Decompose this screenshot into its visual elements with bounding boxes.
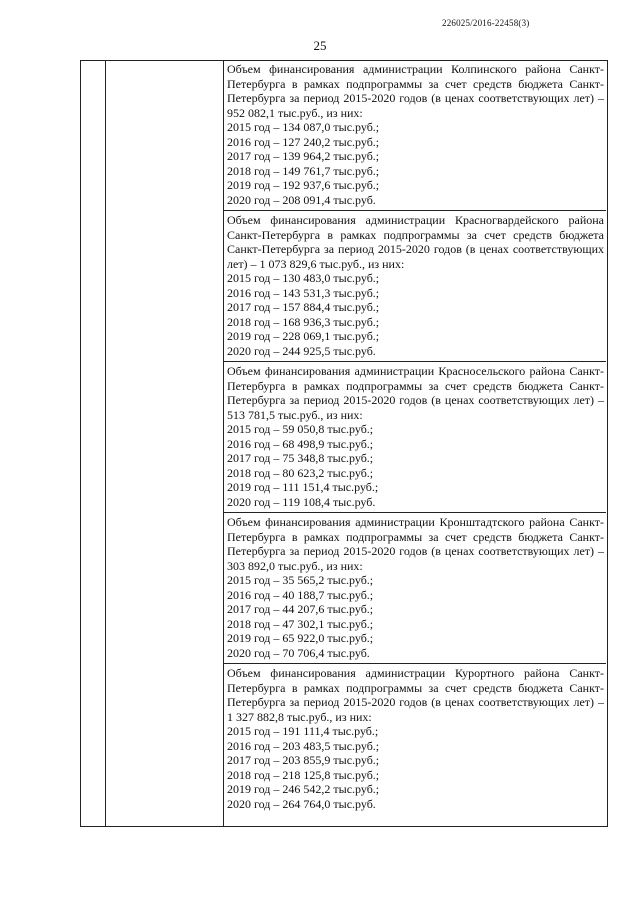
year-line: 2016 год – 127 240,2 тыс.руб.; (227, 134, 380, 149)
year-line: 2015 год – 35 565,2 тыс.руб.; (227, 573, 374, 587)
year-line: 2019 год – 246 542,2 тыс.руб.; (227, 782, 380, 796)
financing-cell (223, 60, 606, 814)
year-line: 2016 год – 40 188,7 тыс.руб.; (227, 587, 374, 602)
year-line: 2015 год – 59 050,8 тыс.руб.; (227, 422, 374, 436)
financing-paragraph: Объем финансирования администрации Красногвардейского района Санкт-Петербурга в рамках подпрограммы за счет средств бюджета Санкт-Петербурга за период 2015-2020 годов (в ценах соответствующих лет) – 1 073 829,6 тыс.руб., из них: (227, 213, 604, 271)
year-line: 2017 год – 157 884,4 тыс.руб.; (227, 300, 380, 314)
year-line: 2016 год – 68 498,9 тыс.руб.; (227, 436, 374, 451)
financing-block-krasnogvardeysky (223, 211, 606, 362)
year-line: 2018 год – 149 761,7 тыс.руб.; (227, 163, 380, 178)
financing-paragraph: Объем финансирования администрации Кронштадтского района Санкт-Петербурга в рамках подпрограммы за счет средств бюджета Санкт-Петербурга за период 2015-2020 годов (в ценах соответствующих лет) – 303 892,0 тыс.руб., из них: (227, 515, 604, 573)
financing-paragraph: Объем финансирования администрации Красносельского района Санкт-Петербурга в рамках подпрограммы за счет средств бюджета Санкт-Петербурга за период 2015-2020 годов (в ценах соответствующих лет) – 513 781,5 тыс.руб., из них: (227, 364, 604, 422)
year-line: 2019 год – 111 151,4 тыс.руб.; (227, 480, 379, 494)
year-line: 2017 год – 139 964,2 тыс.руб.; (227, 149, 380, 163)
page-number: 25 (313, 38, 327, 53)
year-line: 2017 год – 75 348,8 тыс.руб.; (227, 451, 374, 465)
year-line: 2015 год – 191 111,4 тыс.руб.; (227, 724, 379, 738)
financing-paragraph: Объем финансирования администрации Курортного района Санкт-Петербурга в рамках подпрограммы за счет средств бюджета Санкт-Петербурга за период 2015-2020 годов (в ценах соответствующих лет) – 1 327 882,8 тыс.руб., из них: (227, 666, 604, 724)
year-line: 2015 год – 134 087,0 тыс.руб.; (227, 120, 380, 134)
year-line: 2018 год – 47 302,1 тыс.руб.; (227, 616, 374, 631)
year-line: 2017 год – 203 855,9 тыс.руб.; (227, 753, 380, 767)
financing-block-kolpinsky (223, 60, 606, 211)
year-line: 2018 год – 80 623,2 тыс.руб.; (227, 465, 374, 480)
year-line: 2016 год – 203 483,5 тыс.руб.; (227, 738, 380, 753)
year-line: 2017 год – 44 207,6 тыс.руб.; (227, 602, 374, 616)
year-line: 2020 год – 70 706,4 тыс.руб. (227, 645, 370, 660)
year-line: 2020 год – 208 091,4 тыс.руб. (227, 192, 376, 207)
year-line: 2020 год – 244 925,5 тыс.руб. (227, 343, 376, 358)
year-line: 2019 год – 192 937,6 тыс.руб.; (227, 178, 380, 192)
financing-block-kurortny (223, 664, 606, 814)
year-line: 2018 год – 168 936,3 тыс.руб.; (227, 314, 380, 329)
year-line: 2018 год – 218 125,8 тыс.руб.; (227, 767, 380, 782)
year-line: 2020 год – 264 764,0 тыс.руб. (227, 796, 376, 811)
year-line: 2016 год – 143 531,3 тыс.руб.; (227, 285, 380, 300)
financing-paragraph: Объем финансирования администрации Колпинского района Санкт-Петербурга в рамках подпрограммы за счет средств бюджета Санкт-Петербурга за период 2015-2020 годов (в ценах соответствующих лет) – 952 082,1 тыс.руб., из них: (227, 62, 604, 120)
financing-block-kronshtadtsky (223, 513, 606, 664)
year-line: 2019 год – 228 069,1 тыс.руб.; (227, 329, 380, 343)
column-divider-1 (105, 61, 106, 826)
year-line: 2019 год – 65 922,0 тыс.руб.; (227, 631, 374, 645)
year-line: 2015 год – 130 483,0 тыс.руб.; (227, 271, 380, 285)
financing-block-krasnoselsky (223, 362, 606, 513)
document-code: 226025/2016-22458(3) (442, 18, 530, 28)
year-line: 2020 год – 119 108,4 тыс.руб. (227, 494, 376, 509)
